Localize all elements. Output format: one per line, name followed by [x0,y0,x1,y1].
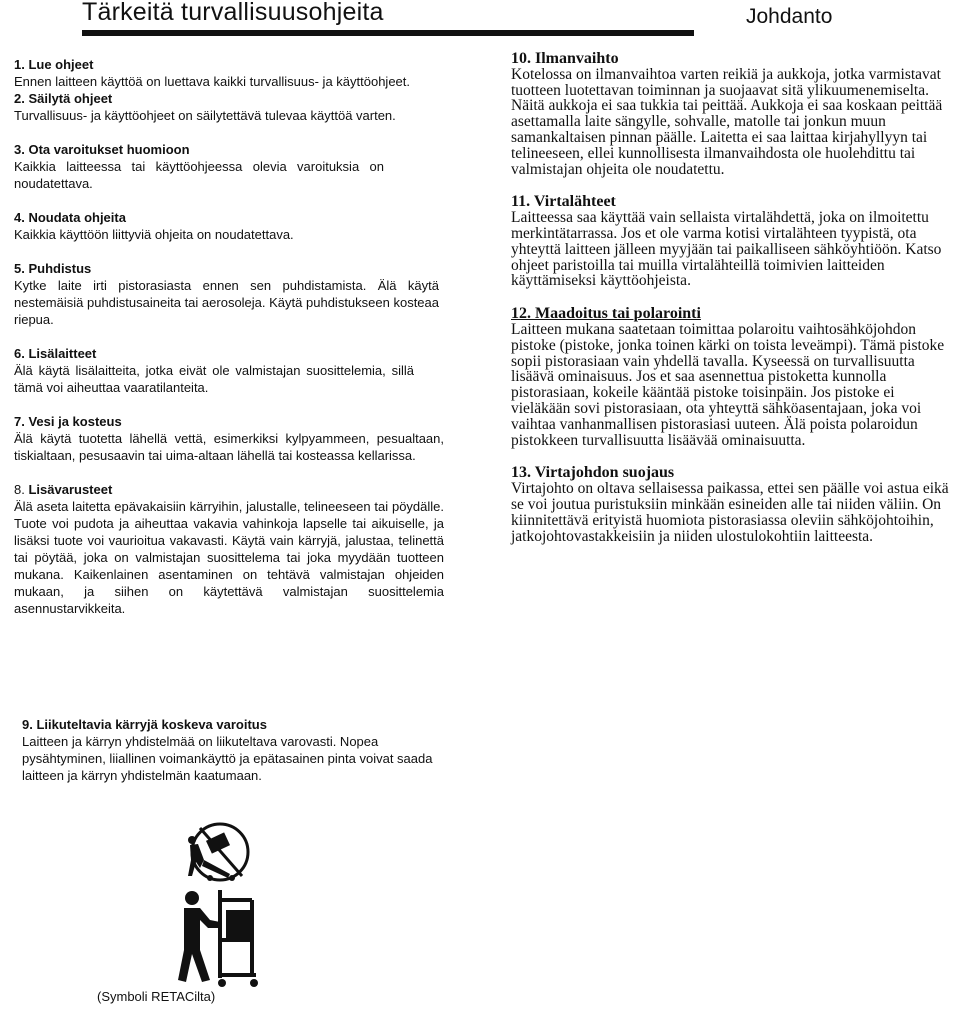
item-heading: 3. Ota varoitukset huomioon [14,142,190,157]
right-column [511,51,955,561]
item-body: Älä käytä tuotetta lähellä vettä, esimerkiksi kylpyammeen, pesualtaan, tiskialtaan, pesusaavin tai uima-altaan lähellä tai kosteassa kellarissa. [14,431,444,463]
list-item [14,260,444,328]
cart-wheel [250,979,258,987]
item-heading: 6. Lisälaitteet [14,346,97,361]
item-body: Kaikkia käyttöön liittyviä ohjeita on noudatettava. [14,227,294,242]
item-heading [14,481,444,498]
symbol-wheel [229,875,235,881]
item-heading: 1. Lue ohjeet [14,57,94,72]
page-title: Tärkeitä turvallisuusohjeita [82,0,384,26]
list-item [511,51,955,177]
item-body: Kytke laite irti pistorasiasta ennen sen puhdistamista. Älä käytä nestemäisiä puhdistusaineita tai aerosoleja. Käytä puhdistukseen kosteaa riepua. [14,278,439,327]
list-item [511,465,955,544]
item-heading: 9. Liikuteltavia kärryjä koskeva varoitus [22,717,267,732]
list-item [14,56,444,90]
item-heading: 5. Puhdistus [14,261,92,276]
cart-appliance [226,910,250,938]
list-item [14,90,444,124]
section-label: Johdanto [746,5,833,28]
list-item [14,481,444,617]
item-body: Älä käytä lisälaitteita, jotka eivät ole valmistajan suosittelemia, sillä tämä voi aiheuttaa vaaratilanteita. [14,363,414,395]
item-body: Laitteen mukana saatetaan toimittaa polaroitu vaihtosähköjohdon pistoke (pistoke, jonka toinen kärki on toista leveämpi). Tämä pistoke sopii pistorasiaan vain yhdellä tavalla. Kyseessä on turvallisuutta lisäävä ominaisuus. Jos et saa asennettua pistoketta kunnolla pistorasiaan, kokeile kääntää pistoke toisinpäin. Jos pistoke ei vieläkään sovi pistorasiaan, ota yhteyttä sähköasentajaan, joka voi vaihtaa vanhanmallisen pistorasiasi uuteen. Älä poista polaroidun pistokkeen turvallisuutta lisäävää ominaisuutta. [511,320,945,449]
item-heading: 11. Virtalähteet [511,193,616,211]
item-heading-text: Lisävarusteet [28,482,113,497]
item-heading: 7. Vesi ja kosteus [14,414,122,429]
left-column [14,56,444,617]
item-body: Turvallisuus- ja käyttöohjeet on säilytettävä tulevaa käyttöä varten. [14,108,396,123]
list-item [511,194,955,289]
list-item [511,306,955,448]
title-rule [82,30,694,36]
item-heading: 10. Ilmanvaihto [511,50,619,67]
item-heading: 12. Maadoitus tai polarointi [511,305,701,323]
list-item [14,209,444,243]
figure-body [178,908,220,982]
item-number: 8. [14,482,29,497]
item-body: Ennen laitteen käyttöä on luettava kaikki turvallisuus- ja käyttöohjeet. [14,74,411,89]
list-item [22,716,452,784]
symbol-wheel [207,875,213,881]
list-item [14,345,444,396]
item-body: Laitteen ja kärryn yhdistelmää on liikuteltava varovasti. Nopea pysähtyminen, liiallinen voimankäyttö ja epätasainen pinta voivat saada laitteen ja kärryn yhdistelmän kaatumaan. [22,734,433,783]
cart-warning-symbol [170,820,270,990]
figure-head [185,891,199,905]
cart-wheel [218,979,226,987]
item-body: Virtajohto on oltava sellaisessa paikassa, ettei sen päälle voi astua eikä se voi joutua puristuksiin minkään esineiden alle tai niiden väliin. On kiinnitettävä erityistä huomiota pistorasiassa oleviin sähköjohtoihin, jatkojohtovastakkeisiin ja niiden ulostulokohtiin laitteesta. [511,480,949,545]
item-heading: 4. Noudata ohjeita [14,210,126,225]
item-heading: 13. Virtajohdon suojaus [511,464,675,482]
list-item [14,141,444,192]
item-body: Älä aseta laitetta epävakaisiin kärryihin, jalustalle, telineeseen tai pöydälle. Tuote voi pudota ja aiheuttaa vakavia vahinkoja lapselle tai aikuiselle, ja lisäksi tuote voi vaurioitua vakavasti. Käytä vain kärryjä, jalustaa, telinettä tai pöytää, joka on valmistajan suosittelema tai joka myydään tuotteen mukana. Kaikenlainen asentaminen on tehtävä valmistajan ohjeiden mukaan, ja siihen on käytettävä valmistajan suosittelemia asennustarvikkeita. [14,499,444,616]
symbol-figure-head [188,836,196,844]
item-heading: 2. Säilytä ohjeet [14,91,113,106]
item-body: Kotelossa on ilmanvaihtoa varten reikiä ja aukkoja, jotka varmistavat tuotteen luotettavan toiminnan ja suojaavat sitä ylikuumenemiselta. Näitä aukkoja ei saa tukkia tai peittää. Aukkoja ei saa koskaan peittää asettamalla laite sängylle, sohvalle, matolle tai jonkun muun samankaltaisen pinnan päälle. Laitetta ei saa laittaa kirjahyllyyn tai telineeseen, ellei kunnollisesta ilmanvaihdosta ole huolehdittu tai valmistajan ohjeita ole noudatettu. [511,65,943,178]
list-item [14,413,444,464]
item-body: Laitteessa saa käyttää vain sellaista virtalähdettä, joka on ilmoitettu merkintätarrassa. Jos et ole varma kotisi virtalähteen tyypistä, ota yhteyttä laitteen jälleen myyjään tai paikalliseen sähköyhtiöön. Katso ohjeet paristoilla tai muilla virtalähteillä toimivien laitteiden käyttämiseksi käyttöohjeista. [511,209,942,290]
item-body: Kaikkia laitteessa tai käyttöohjeessa olevia varoituksia on noudatettava. [14,159,384,191]
symbol-caption: (Symboli RETACilta) [97,989,216,1004]
